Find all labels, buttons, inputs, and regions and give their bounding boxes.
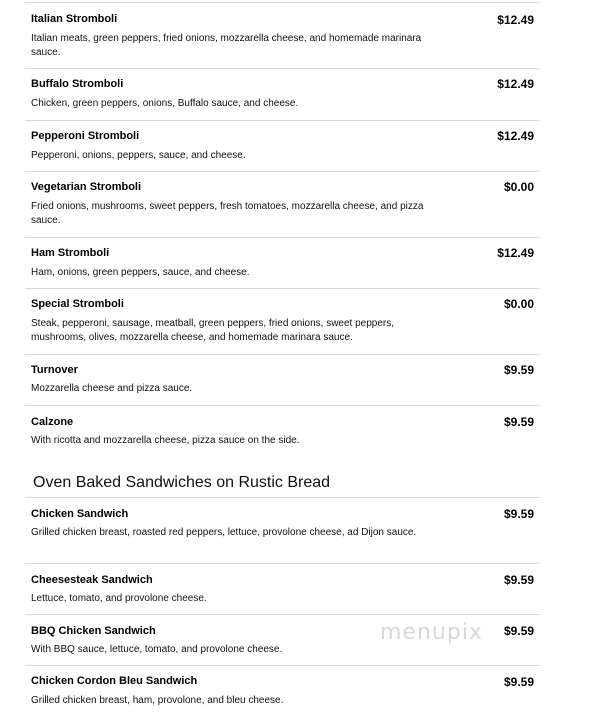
menu-item[interactable]	[25, 121, 540, 172]
item-name: Chicken Sandwich	[31, 508, 129, 520]
menu-item[interactable]	[25, 564, 540, 615]
item-description: Mozzarella cheese and pizza sauce.	[31, 383, 193, 394]
item-price: $9.59	[503, 507, 534, 521]
item-description: With BBQ sauce, lettuce, tomato, and provolone cheese.	[31, 644, 283, 655]
item-name: Special Stromboli	[31, 298, 124, 310]
menu-item[interactable]	[25, 498, 540, 564]
item-description: Lettuce, tomato, and provolone cheese.	[31, 593, 207, 604]
item-description: With ricotta and mozzarella cheese, pizza sauce on the side.	[31, 435, 300, 446]
menu-item[interactable]	[25, 238, 540, 289]
item-name: Ham Stromboli	[31, 247, 110, 259]
item-description: Grilled chicken breast, roasted red peppers, lettuce, provolone cheese, ad Dijon sauce.	[31, 527, 417, 538]
item-name: Pepperoni Stromboli	[31, 130, 140, 142]
item-price: $9.59	[503, 573, 534, 587]
menu-item[interactable]	[25, 406, 540, 458]
menu-item[interactable]	[25, 69, 540, 121]
menu-item[interactable]	[25, 355, 540, 406]
item-name: Italian Stromboli	[31, 13, 118, 25]
item-name: Cheesesteak Sandwich	[31, 574, 153, 586]
item-name: BBQ Chicken Sandwich	[31, 625, 156, 637]
item-description: Ham, onions, green peppers, sauce, and cheese.	[31, 267, 250, 278]
item-price: $9.59	[503, 363, 534, 377]
item-price: $12.49	[497, 13, 534, 27]
item-description: Fried onions, mushrooms, sweet peppers, fresh tomatoes, mozzarella cheese, and pizza sauce.	[31, 201, 424, 226]
menu-item[interactable]	[25, 172, 540, 238]
item-description: Pepperoni, onions, peppers, sauce, and cheese.	[31, 150, 246, 161]
item-price: $0.00	[503, 180, 534, 194]
item-description: Italian meats, green peppers, fried onions, mozzarella cheese, and homemade marinara sauce.	[31, 33, 422, 58]
item-price: $12.49	[497, 129, 534, 143]
menu-item[interactable]	[25, 289, 540, 355]
item-name: Vegetarian Stromboli	[31, 181, 142, 193]
item-price: $9.59	[503, 415, 534, 429]
item-description: Grilled chicken breast, ham, provolone, and bleu cheese.	[31, 695, 284, 706]
item-name: Chicken Cordon Bleu Sandwich	[31, 675, 198, 687]
menu-item[interactable]	[25, 3, 540, 69]
item-name: Buffalo Stromboli	[31, 78, 124, 90]
item-price: $0.00	[503, 297, 534, 311]
menupix-watermark: menupix	[380, 620, 483, 645]
item-description: Steak, pepperoni, sausage, meatball, green peppers, fried onions, sweet peppers, mushrooms, olives, mozzarella cheese, and homemade marinara sauce.	[31, 318, 395, 343]
item-description: Chicken, green peppers, onions, Buffalo sauce, and cheese.	[31, 98, 299, 109]
section-title: Oven Baked Sandwiches on Rustic Bread	[33, 474, 331, 491]
item-price: $9.59	[503, 675, 534, 689]
item-name: Turnover	[31, 364, 78, 376]
item-price: $9.59	[503, 624, 534, 638]
item-name: Calzone	[31, 416, 74, 428]
item-price: $12.49	[497, 246, 534, 260]
menu-item[interactable]	[25, 666, 540, 717]
item-price: $12.49	[497, 77, 534, 91]
